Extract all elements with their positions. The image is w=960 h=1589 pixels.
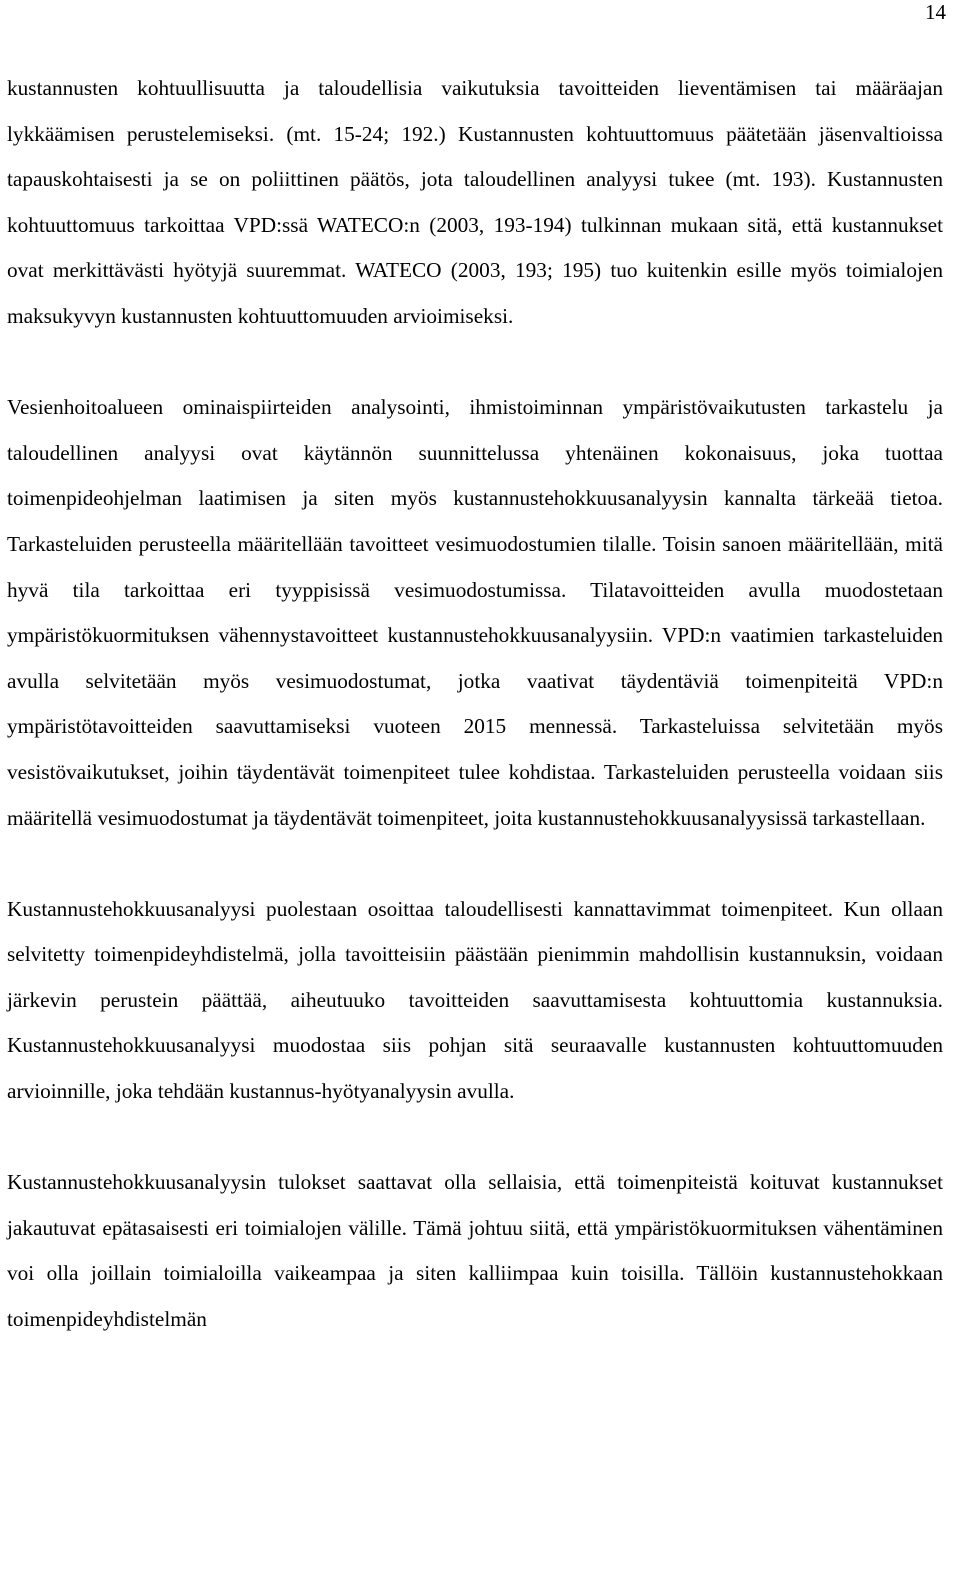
paragraph: kustannusten kohtuullisuutta ja taloudellisia vaikutuksia tavoitteiden lieventämisen tai määräajan lykkäämisen perustelemiseksi. (mt. 15-24; 192.) Kustannusten kohtuuttomuus päätetään jäsenvaltioissa tapauskohtaisesti ja se on poliittinen päätös, jota taloudellinen analyysi tukee (mt. 193). Kustannusten kohtuuttomuus tarkoittaa VPD:ssä WATECO:n (2003, 193-194) tulkinnan mukaan sitä, että kustannukset ovat merkittävästi hyötyjä suuremmat. WATECO (2003, 193; 195) tuo kuitenkin esille myös toimialojen maksukyvyn kustannusten kohtuuttomuuden arvioimiseksi. xyxy=(7,76,943,328)
document-body xyxy=(7,66,943,1343)
page-number: 14 xyxy=(925,0,946,24)
paragraph: Kustannustehokkuusanalyysi puolestaan osoittaa taloudellisesti kannattavimmat toimenpiteet. Kun ollaan selvitetty toimenpideyhdistelmä, jolla tavoitteisiin päästään pienimmin mahdollisin kustannuksin, voidaan järkevin perustein päättää, aiheutuuko tavoitteiden saavuttamisesta kohtuuttomia kustannuksia. Kustannustehokkuusanalyysi muodostaa siis pohjan sitä seuraavalle kustannusten kohtuuttomuuden arvioinnille, joka tehdään kustannus-hyötyanalyysin avulla. xyxy=(7,896,943,1104)
paragraph: Kustannustehokkuusanalyysin tulokset saattavat olla sellaisia, että toimenpiteistä koituvat kustannukset jakautuvat epätasaisesti eri toimialojen välille. Tämä johtuu siitä, että ympäristökuormituksen vähentäminen voi olla joillain toimialoilla vaikeampaa ja siten kalliimpaa kuin toisilla. Tällöin kustannustehokkaan toimenpideyhdistelmän xyxy=(7,1170,943,1332)
paragraph: Vesienhoitoalueen ominaispiirteiden analysointi, ihmistoiminnan ympäristövaikutusten tarkastelu ja taloudellinen analyysi ovat käytännön suunnittelussa yhtenäinen kokonaisuus, joka tuottaa toimenpideohjelman laatimisen ja siten myös kustannustehokkuusanalyysin kannalta tärkeää tietoa. Tarkasteluiden perusteella määritellään tavoitteet vesimuodostumien tilalle. Toisin sanoen määritellään, mitä hyvä tila tarkoittaa eri tyyppisissä vesimuodostumissa. Tilatavoitteiden avulla muodostetaan ympäristökuormituksen vähennystavoitteet kustannustehokkuusanalyysiin. VPD:n vaatimien tarkasteluiden avulla selvitetään myös vesimuodostumat, jotka vaativat täydentäviä toimenpiteitä VPD:n ympäristötavoitteiden saavuttamiseksi vuoteen 2015 mennessä. Tarkasteluissa selvitetään myös vesistövaikutukset, joihin täydentävät toimenpiteet tulee kohdistaa. Tarkasteluiden perusteella voidaan siis määritellä vesimuodostumat ja täydentävät toimenpiteet, joita kustannustehokkuusanalyysissä tarkastellaan. xyxy=(7,395,943,830)
